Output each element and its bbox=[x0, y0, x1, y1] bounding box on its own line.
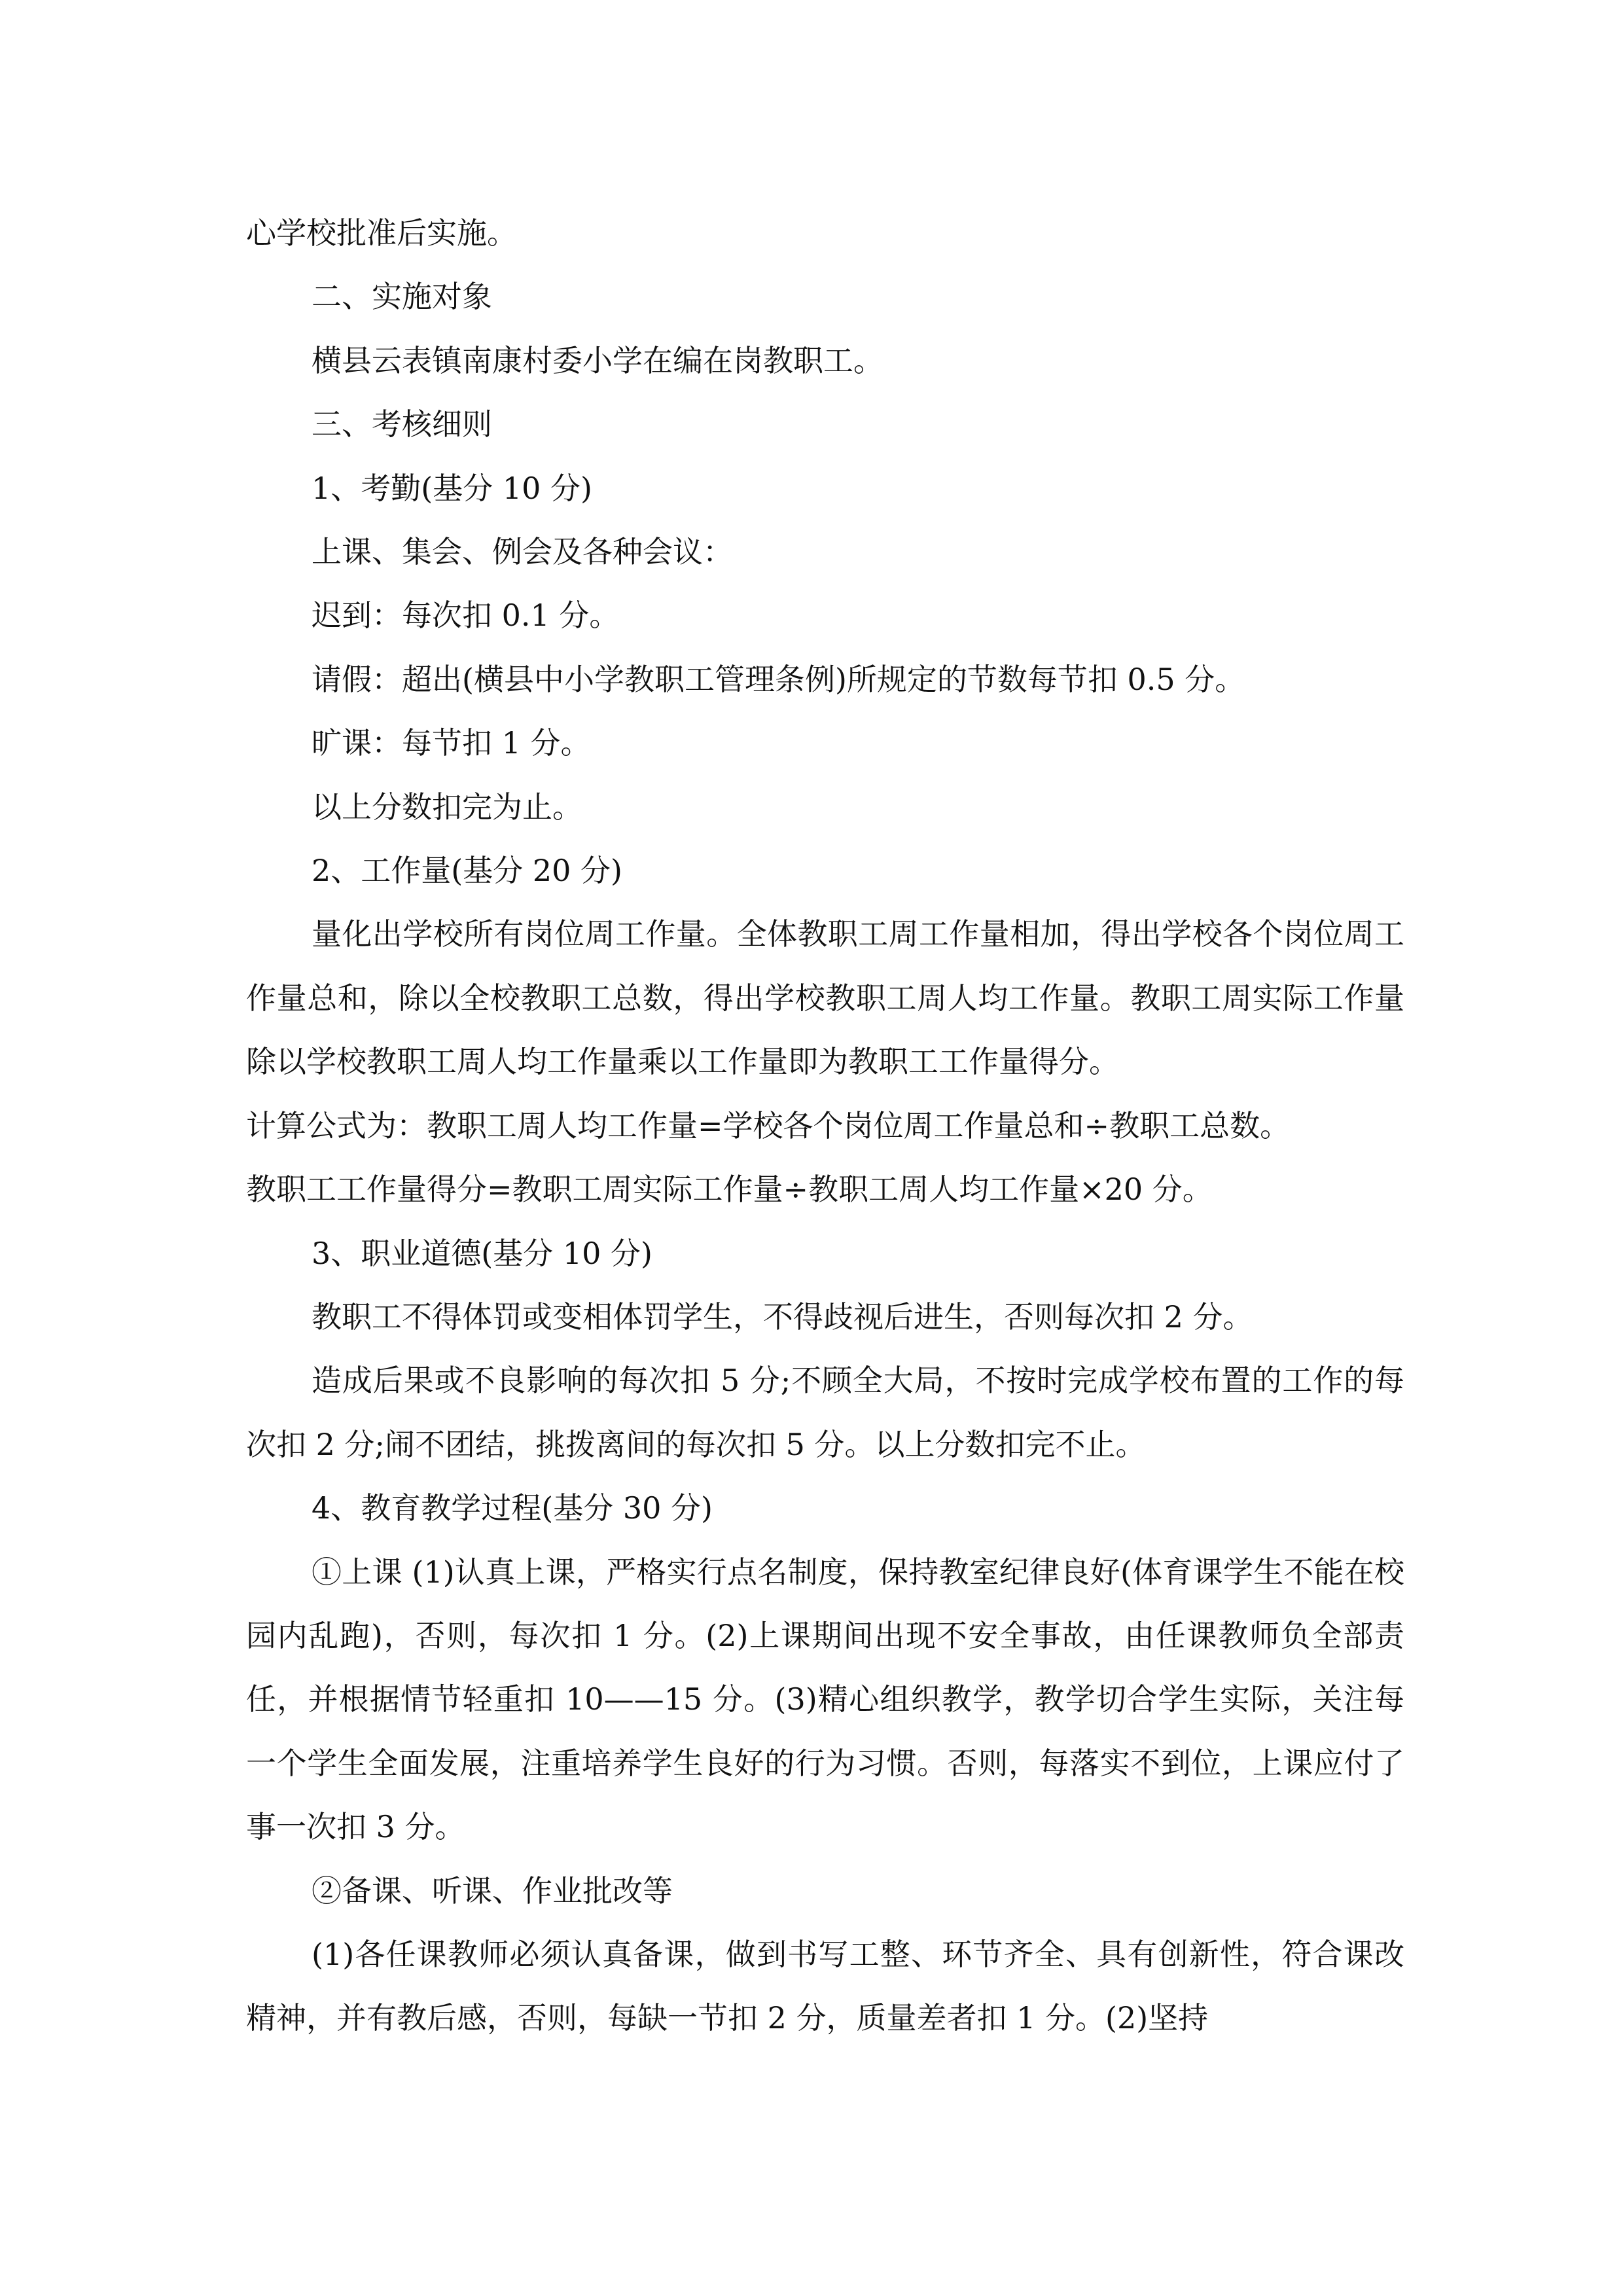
paragraph-target-staff: 横县云表镇南康村委小学在编在岗教职工。 bbox=[312, 342, 883, 378]
paragraph-formula-average: 计算公式为：教职工周人均工作量=学校各个岗位周工作量总和÷教职工总数。 bbox=[246, 1107, 1291, 1143]
paragraph-attendance-limit: 以上分数扣完为止。 bbox=[312, 789, 582, 825]
paragraph-formula-score: 教职工工作量得分=教职工周实际工作量÷教职工周人均工作量×20 分。 bbox=[246, 1172, 1213, 1208]
document-body bbox=[246, 202, 1404, 2051]
paragraph-meetings: 上课、集会、例会及各种会议： bbox=[312, 534, 733, 570]
paragraph-1: 心学校批准后实施。 bbox=[246, 215, 517, 251]
paragraph-absence: 旷课：每节扣 1 分。 bbox=[312, 725, 591, 761]
subheading-attendance: 1、考勤(基分 10 分) bbox=[312, 470, 592, 506]
subheading-workload: 2、工作量(基分 20 分) bbox=[312, 853, 622, 889]
paragraph-classes: ①上课 (1)认真上课，严格实行点名制度，保持教室纪律良好(体育课学生不能在校园内乱跑)，否则，每次扣 1 分。(2)上课期间出现不安全事故，由任课教师负全部责任，并根据情节轻重扣 10——15 分。(3)精心组织教学，教学切合学生实际，关注每一个学生全面发展，注重培养学生良好的行为习惯。否则，每落实不到位，上课应付了事一次扣 3 分。 bbox=[246, 1554, 1404, 1845]
paragraph-consequences: 造成后果或不良影响的每次扣 5 分;不顾全大局，不按时完成学校布置的工作的每次扣 2 分;闹不团结，挑拨离间的每次扣 5 分。以上分数扣完不止。 bbox=[246, 1363, 1404, 1462]
subheading-teaching-process: 4、教育教学过程(基分 30 分) bbox=[312, 1490, 713, 1526]
paragraph-lesson-prep-rules: (1)各任课教师必须认真备课，做到书写工整、环节齐全、具有创新性，符合课改精神，并有教后感，否则，每缺一节扣 2 分，质量差者扣 1 分。(2)坚持 bbox=[246, 1936, 1404, 2036]
paragraph-no-corporal-punishment: 教职工不得体罚或变相体罚学生，不得歧视后进生，否则每次扣 2 分。 bbox=[312, 1299, 1253, 1335]
subheading-lesson-prep: ②备课、听课、作业批改等 bbox=[312, 1873, 673, 1909]
section-heading-assessment-rules: 三、考核细则 bbox=[312, 406, 492, 442]
paragraph-workload-quantify: 量化出学校所有岗位周工作量。全体教职工周工作量相加，得出学校各个岗位周工作量总和，除以全校教职工总数，得出学校教职工周人均工作量。教职工周实际工作量除以学校教职工周人均工作量乘以工作量即为教职工工作量得分。 bbox=[246, 916, 1404, 1080]
section-heading-implementation-target: 二、实施对象 bbox=[312, 279, 492, 315]
subheading-professional-ethics: 3、职业道德(基分 10 分) bbox=[312, 1235, 652, 1271]
paragraph-leave: 请假：超出(横县中小学教职工管理条例)所规定的节数每节扣 0.5 分。 bbox=[312, 661, 1245, 697]
paragraph-late: 迟到：每次扣 0.1 分。 bbox=[312, 598, 620, 634]
